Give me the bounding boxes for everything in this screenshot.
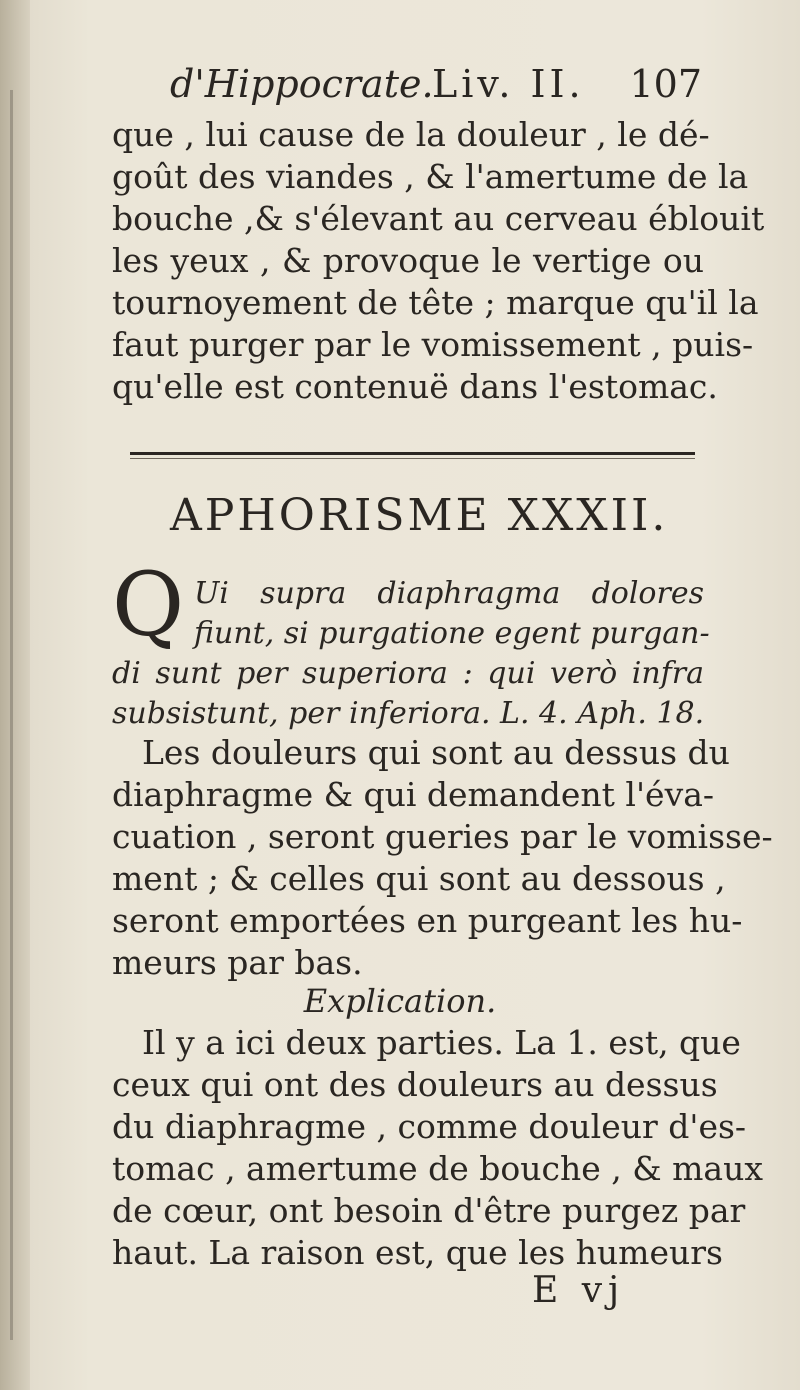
section-divider xyxy=(130,452,695,455)
drop-cap: Q xyxy=(112,553,185,656)
text-line: subsistunt, per inferiora. L. 4. Aph. 18. xyxy=(112,696,705,731)
text-line: fiunt, si purgatione egent purgan- xyxy=(194,616,710,651)
text-line: cuation , seront gueries par le vomisse- xyxy=(112,817,773,856)
section-divider-thin xyxy=(130,458,695,459)
text-line: qu'elle est contenuë dans l'estomac. xyxy=(112,367,718,406)
text-line: haut. La raison est, que les humeurs xyxy=(112,1233,723,1272)
text-line: ceux qui ont des douleurs au dessus xyxy=(112,1065,718,1104)
text-line: bouche ,& s'élevant au cerveau éblouit xyxy=(112,199,765,238)
paragraph-french xyxy=(112,732,773,984)
text-line: goût des viandes , & l'amertume de la xyxy=(112,157,749,196)
text-line: tournoyement de tête ; marque qu'il la xyxy=(112,283,759,322)
text-line: tomac , amertume de bouche , & maux xyxy=(112,1149,763,1188)
text-line: seront emportées en purgeant les hu- xyxy=(112,901,743,940)
text-line: les yeux , & provoque le vertige ou xyxy=(112,241,704,280)
paragraph-top xyxy=(112,114,765,408)
text-line: diaphragme & qui demandent l'éva- xyxy=(112,775,715,814)
page-number: 107 xyxy=(629,62,702,106)
text-line: ment ; & celles qui sont au dessous , xyxy=(112,859,726,898)
aphorism-latin-text xyxy=(112,574,710,734)
text-line: Ui supra diaphragma dolores xyxy=(194,576,704,611)
text-line: di sunt per superiora : qui verò infra xyxy=(112,656,704,691)
text-line: du diaphragme , comme douleur d'es- xyxy=(112,1107,747,1146)
text-line: Les douleurs qui sont au dessus du xyxy=(142,733,730,772)
spine-binding-line xyxy=(10,90,13,1340)
aphorism-title: APHORISME XXXII. xyxy=(170,490,669,541)
text-line: meurs par bas. xyxy=(112,943,363,982)
explication-title: Explication. xyxy=(303,982,497,1020)
text-line: faut purger par le vomissement , puis- xyxy=(112,325,754,364)
text-line: Il y a ici deux parties. La 1. est, que xyxy=(142,1023,741,1062)
paragraph-explication xyxy=(112,1022,763,1274)
page-header xyxy=(170,62,710,122)
catchword-signature: E vj xyxy=(532,1270,626,1311)
running-head: d'Hippocrate. xyxy=(170,62,434,106)
book-reference: Liv. II. xyxy=(432,62,585,106)
book-spine xyxy=(0,0,30,1390)
text-line: que , lui cause de la douleur , le dé- xyxy=(112,115,710,154)
text-line: de cœur, ont besoin d'être purgez par xyxy=(112,1191,746,1230)
